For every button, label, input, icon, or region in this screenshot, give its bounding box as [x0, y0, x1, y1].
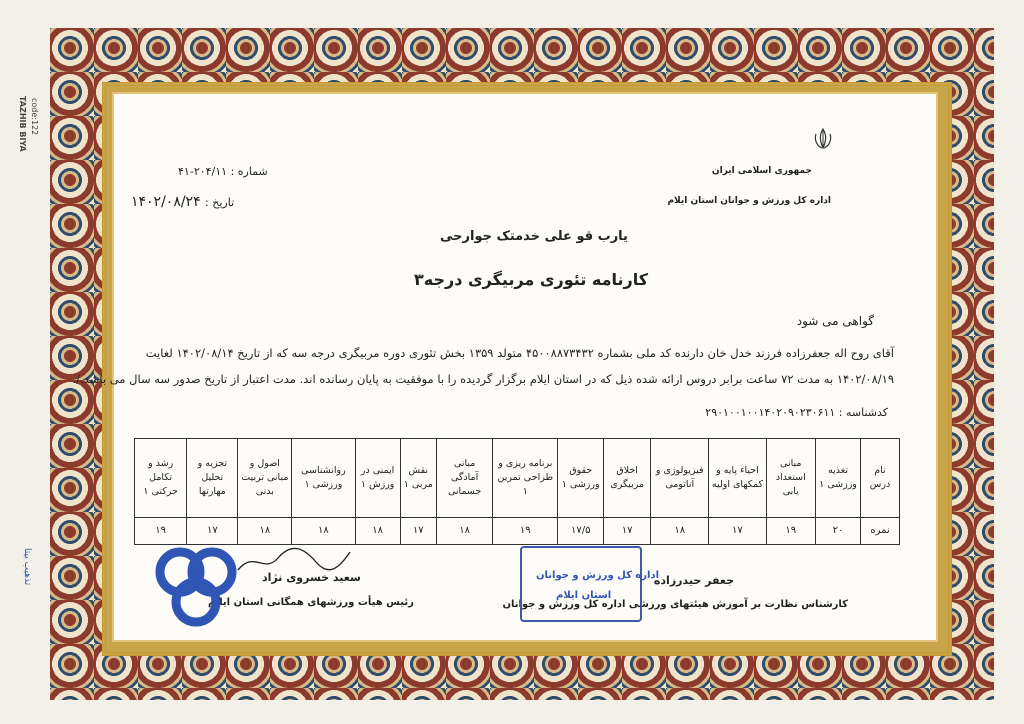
grade-cell: ۱۷ — [187, 518, 238, 545]
subject-cell: حقوق ورزشی ۱ — [558, 439, 604, 518]
certify-text: گواهی می شود — [796, 314, 874, 328]
seal-line-2: استان ایلام — [556, 590, 612, 601]
grade-cell: ۱۷ — [709, 518, 766, 545]
grade-cell: ۱۸ — [436, 518, 493, 545]
grades-table — [134, 438, 900, 545]
subject-cell: روانشناسی ورزشی ۱ — [292, 439, 355, 518]
number-value: ۲۰۴/۱۱-۴۱ — [178, 165, 228, 178]
left-signer-name: سعید خسروی نژاد — [262, 571, 361, 584]
grade-cell: ۲۰ — [815, 518, 860, 545]
subject-cell: برنامه ریزی و طراحی تمرین ۱ — [493, 439, 558, 518]
body-line-2: ۱۴۰۲/۰۸/۱۹ به مدت ۷۲ ساعت برابر دروس ارائه شده ذیل که در استان ایلام برگزار گردیده را با موفقیت به پایان رسانده اند. مدت اعتبار از تاریخ صدور سه سال می باشد./. — [72, 372, 894, 386]
grade-cell: ۱۸ — [238, 518, 292, 545]
left-signer-title: رئیس هیأت ورزشهای همگانی استان ایلام — [208, 597, 414, 608]
right-signer-name: جعفر حیدرزاده — [653, 574, 734, 587]
subject-cell: اصول و مبانی تربیت بدنی — [238, 439, 292, 518]
grade-cell: ۱۸ — [355, 518, 400, 545]
seal-line-1: اداره کل ورزش و جوانان — [536, 570, 660, 581]
office-seal — [520, 546, 660, 622]
tracking-code — [705, 406, 888, 419]
organization-name: اداره کل ورزش و جوانان استان ایلام — [667, 196, 831, 206]
grade-cell: ۱۹ — [135, 518, 187, 545]
number-label: شماره : — [230, 165, 268, 178]
subject-cell: احیاء پایه و کمکهای اولیه — [709, 439, 766, 518]
subject-cell: اخلاق مربیگری — [604, 439, 651, 518]
body-line-1: آقای روح اله جعفرزاده فرزند خدل خان دارنده کد ملی بشماره ۴۵۰۰۸۸۷۳۴۳۲ متولد ۱۳۵۹ بخش تئوری دوره مربیگری درجه سه که از تاریخ ۱۴۰۲/۰۸/۱۴ لغایت — [145, 346, 894, 360]
certificate-title: کارنامه تئوری مربیگری درجه۳ — [414, 270, 649, 289]
subject-cell: نقش مربی ۱ — [400, 439, 436, 518]
letter-date — [131, 194, 234, 210]
handwritten-signature-icon — [234, 540, 354, 580]
brand-label: TAZHIB BIYA — [18, 96, 27, 152]
subject-cell: تغذیه ورزشی ۱ — [815, 439, 860, 518]
brand-code: code:122 — [30, 98, 39, 136]
grade-cell: ۱۸ — [651, 518, 709, 545]
tracking-label: کدشناسه : — [838, 406, 888, 419]
date-value: ۱۴۰۲/۰۸/۲۴ — [131, 194, 201, 210]
row-label-head: نام درس — [861, 439, 900, 518]
subjects-row — [135, 439, 900, 518]
country-name: جمهوری اسلامی ایران — [711, 166, 812, 176]
subject-cell: رشد و تکامل حرکتی ۱ — [135, 439, 187, 518]
grade-cell: ۱۸ — [292, 518, 355, 545]
subject-cell: تجزیه و تحلیل مهارتها — [187, 439, 238, 518]
invocation: یارب قو علی خدمتک جوارحی — [440, 229, 628, 244]
grade-cell: ۱۹ — [766, 518, 815, 545]
row-label-vals: نمره — [861, 518, 900, 545]
grade-cell: ۱۷ — [604, 518, 651, 545]
grade-cell: ۱۹ — [493, 518, 558, 545]
subject-cell: مبانی آمادگی جسمانی — [436, 439, 493, 518]
iran-emblem-icon — [810, 126, 836, 152]
grade-cell: ۱۷/۵ — [558, 518, 604, 545]
brand-bottom: تذهیب بیتا — [22, 548, 32, 586]
subject-cell: فیزیولوژی و آناتومی — [651, 439, 709, 518]
subject-cell: ایمنی در ورزش ۱ — [355, 439, 400, 518]
letter-number — [178, 165, 268, 178]
grade-cell: ۱۷ — [400, 518, 436, 545]
subject-cell: مبانی استعداد یابی — [766, 439, 815, 518]
tracking-value: ۲۹۰۱۰۰۱۰۰۱۴۰۲۰۹۰۲۳۰۶۱۱ — [705, 406, 836, 419]
date-label: تاریخ : — [205, 196, 235, 209]
right-signer-title: کارشناس نظارت بر آموزش هیئتهای ورزشی اداره کل ورزش و جوانان — [502, 599, 848, 610]
